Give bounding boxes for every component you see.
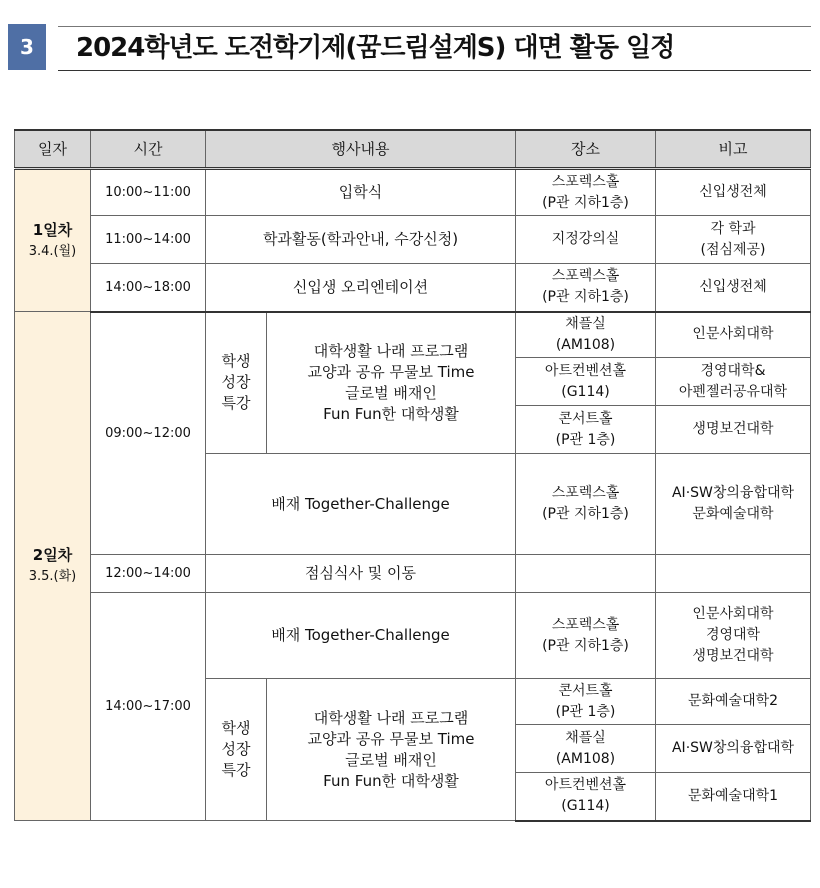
day-date: 3.5.(화) <box>28 569 77 584</box>
day-cell <box>15 312 91 821</box>
place-line: (G114) <box>561 383 610 400</box>
title-rule-top <box>58 26 811 27</box>
note-line: AI·SW창의융합대학 <box>671 485 795 501</box>
time-cell: 12:00~14:00 <box>91 555 206 593</box>
program-line: 글로벌 배재인 <box>345 383 437 402</box>
place-cell <box>516 679 656 725</box>
place-cell <box>516 264 656 312</box>
note-line: 신입생전체 <box>699 278 767 295</box>
place-cell <box>516 454 656 555</box>
title-rule-bottom <box>58 70 811 71</box>
table-row <box>15 169 811 216</box>
table-row <box>15 264 811 312</box>
place-line: (P관 지하1층) <box>542 194 629 211</box>
place-line: 스포렉스홀 <box>551 485 620 501</box>
special-lecture-cell <box>206 312 267 454</box>
place-line: (AM108) <box>555 336 616 353</box>
note-cell <box>656 725 811 773</box>
note-cell <box>656 555 811 593</box>
column-header: 일자 <box>15 130 91 169</box>
program-line: 교양과 공유 무물보 Time <box>307 729 475 748</box>
event-cell: 점심식사 및 이동 <box>206 555 516 593</box>
schedule-table <box>14 129 811 822</box>
note-line: 생명보건대학 <box>692 648 774 664</box>
note-line: 아펜젤러공유대학 <box>678 383 788 400</box>
table-row <box>15 312 811 358</box>
place-line: 아트컨벤션홀 <box>544 777 627 794</box>
program-line: 교양과 공유 무물보 Time <box>307 362 475 381</box>
event-cell: 신입생 오리엔테이션 <box>206 264 516 312</box>
note-line: 문화예술대학2 <box>687 693 779 709</box>
place-line: (P관 1층) <box>555 431 616 448</box>
note-cell <box>656 593 811 679</box>
place-cell <box>516 406 656 454</box>
event-cell: 학과활동(학과안내, 수강신청) <box>206 216 516 264</box>
note-cell <box>656 406 811 454</box>
event-cell: 입학식 <box>206 169 516 216</box>
program-list-cell <box>267 679 516 821</box>
table-header-row <box>15 130 811 169</box>
place-cell <box>516 169 656 216</box>
note-cell <box>656 679 811 725</box>
place-cell <box>516 312 656 358</box>
place-line: (P관 1층) <box>555 703 616 720</box>
time-cell: 14:00~17:00 <box>91 593 206 821</box>
note-line: (점심제공) <box>700 241 766 258</box>
note-line: 신입생전체 <box>699 184 767 200</box>
place-line: 콘서트홀 <box>558 682 613 699</box>
program-line: 글로벌 배재인 <box>345 750 437 769</box>
special-line: 성장 <box>221 373 251 392</box>
column-header: 비고 <box>656 130 811 169</box>
place-line: 지정강의실 <box>551 231 620 247</box>
special-line: 특강 <box>221 394 251 413</box>
place-cell <box>516 593 656 679</box>
place-line: 채플실 <box>565 729 606 746</box>
place-line: (AM108) <box>555 750 616 767</box>
program-line: Fun Fun한 대학생활 <box>323 404 459 423</box>
special-lecture-cell <box>206 679 267 821</box>
place-cell <box>516 358 656 406</box>
place-line: 스포렉스홀 <box>551 173 620 190</box>
place-line: (P관 지하1층) <box>542 289 629 306</box>
place-line: (P관 지하1층) <box>542 506 629 522</box>
page-header <box>0 0 820 90</box>
place-cell <box>516 555 656 593</box>
note-line: 인문사회대학 <box>692 326 774 343</box>
event-cell: 배재 Together-Challenge <box>206 454 516 555</box>
note-line: 인문사회대학 <box>692 606 774 622</box>
note-cell <box>656 216 811 264</box>
program-line: Fun Fun한 대학생활 <box>323 771 459 790</box>
day-label: 1일차 <box>32 220 73 239</box>
program-list-cell <box>267 312 516 454</box>
special-line: 성장 <box>221 740 251 758</box>
note-cell <box>656 264 811 312</box>
table-row <box>15 216 811 264</box>
program-line: 대학생활 나래 프로그램 <box>313 341 469 360</box>
time-cell: 09:00~12:00 <box>91 312 206 555</box>
special-line: 학생 <box>221 719 251 737</box>
place-cell <box>516 773 656 821</box>
day-label: 2일차 <box>32 546 73 564</box>
special-line: 특강 <box>221 761 251 779</box>
place-line: (P관 지하1층) <box>542 637 629 654</box>
column-header: 시간 <box>91 130 206 169</box>
place-line: 스포렉스홀 <box>551 268 620 285</box>
time-cell: 11:00~14:00 <box>91 216 206 264</box>
note-line: 각 학과 <box>710 220 756 237</box>
place-cell <box>516 216 656 264</box>
place-line: 아트컨벤션홀 <box>544 362 627 379</box>
place-cell <box>516 725 656 773</box>
time-cell: 10:00~11:00 <box>91 169 206 216</box>
note-cell <box>656 454 811 555</box>
note-line: 경영대학 <box>705 627 761 643</box>
note-cell <box>656 312 811 358</box>
page-title: 2024학년도 도전학기제(꿈드림설계S) 대면 활동 일정 <box>76 33 675 63</box>
note-line: 경영대학& <box>700 362 766 379</box>
special-line: 학생 <box>221 352 251 371</box>
note-line: 문화예술대학 <box>692 506 774 522</box>
note-line: 문화예술대학1 <box>687 787 779 804</box>
table-row <box>15 555 811 593</box>
column-header: 장소 <box>516 130 656 169</box>
time-cell: 14:00~18:00 <box>91 264 206 312</box>
day-date: 3.4.(월) <box>28 243 77 259</box>
event-cell: 배재 Together-Challenge <box>206 593 516 679</box>
place-line: 콘서트홀 <box>558 410 613 427</box>
place-line: (G114) <box>561 798 610 815</box>
day-cell <box>15 169 91 312</box>
note-line: AI·SW창의융합대학 <box>671 740 795 756</box>
note-cell <box>656 773 811 821</box>
note-cell <box>656 358 811 406</box>
program-line: 대학생활 나래 프로그램 <box>313 708 469 727</box>
section-number-badge: 3 <box>8 24 46 70</box>
place-line: 채플실 <box>565 315 606 332</box>
place-line: 스포렉스홀 <box>551 616 620 633</box>
note-cell <box>656 169 811 216</box>
note-line: 생명보건대학 <box>692 421 774 437</box>
table-row <box>15 593 811 679</box>
column-header: 행사내용 <box>206 130 516 169</box>
